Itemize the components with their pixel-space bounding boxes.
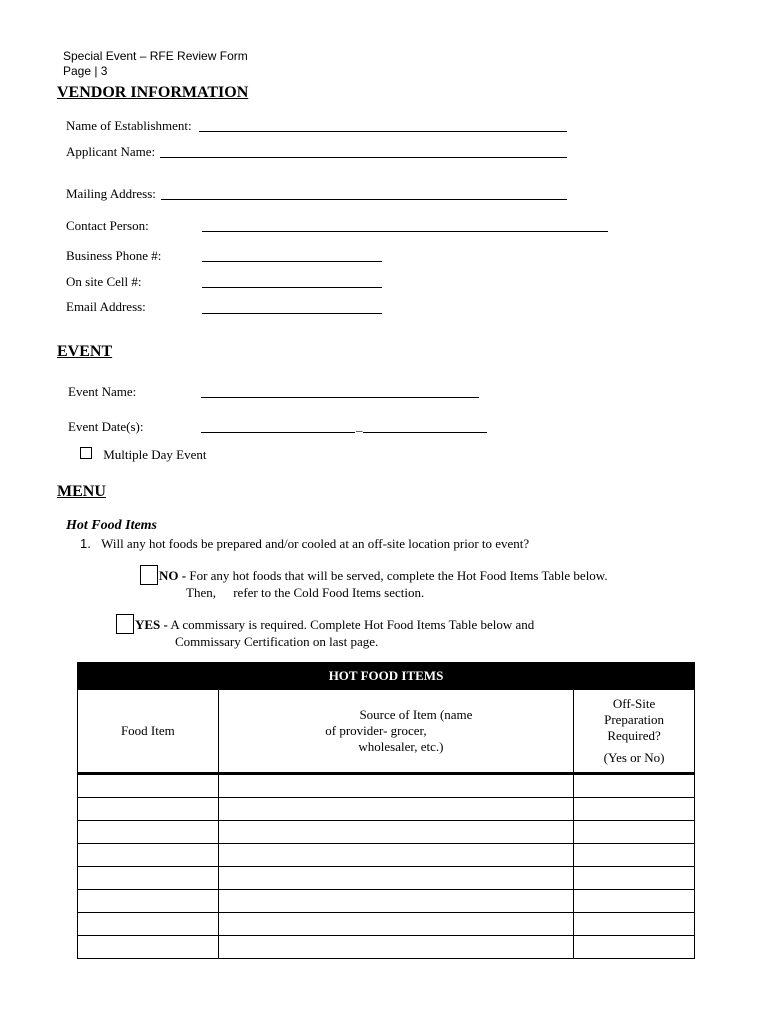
contact-field[interactable] — [202, 231, 608, 232]
no-checkbox[interactable] — [140, 565, 158, 585]
no-option-line1 — [159, 568, 608, 584]
food-item-cell[interactable] — [78, 844, 219, 867]
table-row — [78, 867, 695, 890]
offsite-prep-cell[interactable] — [574, 867, 695, 890]
table-row — [78, 798, 695, 821]
question-1-number: 1. — [80, 536, 91, 551]
mailing-label: Mailing Address: — [66, 186, 156, 201]
event-name-label: Event Name: — [68, 384, 137, 399]
col-offsite-prep: Off-Site Preparation Required? (Yes or No) — [574, 690, 695, 774]
source-cell[interactable] — [218, 913, 573, 936]
contact-label: Contact Person: — [66, 218, 149, 233]
offsite-prep-cell[interactable] — [574, 774, 695, 798]
source-cell[interactable] — [218, 821, 573, 844]
multiple-day-checkbox[interactable] — [80, 447, 92, 459]
yes-label: YES - — [135, 617, 168, 632]
source-cell[interactable] — [218, 774, 573, 798]
table-row — [78, 844, 695, 867]
no-text-1: For any hot foods that will be served, complete the Hot Food Items Table below. — [189, 568, 608, 583]
event-section-title: EVENT — [57, 343, 113, 360]
cell-field[interactable] — [202, 287, 382, 288]
yes-checkbox[interactable] — [116, 614, 134, 634]
event-end-date-field[interactable] — [363, 432, 487, 433]
table-row — [78, 913, 695, 936]
menu-section-title: MENU — [57, 483, 106, 500]
yes-text-1: A commissary is required. Complete Hot Food Items Table below and — [170, 617, 535, 632]
multiple-day-label: Multiple Day Event — [103, 447, 207, 462]
event-start-date-field[interactable] — [201, 432, 355, 433]
col-source: Source of Item (name of provider- grocer, wholesaler, etc.) — [218, 690, 573, 774]
question-1-text: Will any hot foods be prepared and/or cooled at an off-site location prior to event? — [101, 536, 530, 551]
date-separator: _ — [356, 418, 363, 433]
page-number: Page | 3 — [63, 64, 108, 78]
offsite-prep-cell[interactable] — [574, 821, 695, 844]
source-cell[interactable] — [218, 798, 573, 821]
offsite-prep-cell[interactable] — [574, 844, 695, 867]
establishment-field[interactable] — [199, 131, 567, 132]
vendor-section-title: VENDOR INFORMATION — [57, 84, 249, 101]
form-header — [63, 49, 248, 79]
food-item-cell[interactable] — [78, 913, 219, 936]
applicant-field[interactable] — [160, 157, 567, 158]
table-row — [78, 774, 695, 798]
question-1 — [80, 536, 529, 552]
hot-food-table — [77, 662, 695, 959]
cell-label: On site Cell #: — [66, 274, 142, 289]
food-item-cell[interactable] — [78, 821, 219, 844]
source-cell[interactable] — [218, 890, 573, 913]
yes-text-2: Commissary Certification on last page. — [175, 634, 379, 649]
phone-field[interactable] — [202, 261, 382, 262]
food-item-cell[interactable] — [78, 890, 219, 913]
offsite-prep-cell[interactable] — [574, 913, 695, 936]
event-dates-label: Event Date(s): — [68, 419, 144, 434]
source-cell[interactable] — [218, 867, 573, 890]
establishment-label: Name of Establishment: — [66, 118, 192, 133]
multiple-day-row — [80, 447, 207, 463]
table-row — [78, 821, 695, 844]
food-item-cell[interactable] — [78, 867, 219, 890]
no-text-2a: Then, — [186, 585, 216, 600]
event-name-field[interactable] — [201, 397, 479, 398]
table-row — [78, 890, 695, 913]
no-label: NO - — [159, 568, 187, 583]
hot-food-table-header — [78, 690, 695, 774]
hot-food-table-title: HOT FOOD ITEMS — [78, 663, 695, 690]
source-cell[interactable] — [218, 844, 573, 867]
source-cell[interactable] — [218, 936, 573, 959]
mailing-field[interactable] — [161, 199, 567, 200]
offsite-prep-cell[interactable] — [574, 890, 695, 913]
food-item-cell[interactable] — [78, 774, 219, 798]
food-item-cell[interactable] — [78, 798, 219, 821]
no-option-line2 — [186, 585, 424, 601]
table-row — [78, 936, 695, 959]
col-food-item: Food Item — [78, 690, 219, 774]
applicant-label: Applicant Name: — [66, 144, 156, 159]
email-label: Email Address: — [66, 299, 146, 314]
food-item-cell[interactable] — [78, 936, 219, 959]
phone-label: Business Phone #: — [66, 248, 162, 263]
no-text-2b: refer to the Cold Food Items section. — [233, 585, 425, 600]
yes-option-line1 — [135, 617, 534, 633]
offsite-prep-cell[interactable] — [574, 936, 695, 959]
email-field[interactable] — [202, 313, 382, 314]
form-title: Special Event – RFE Review Form — [63, 49, 248, 63]
hot-food-heading: Hot Food Items — [66, 518, 158, 533]
offsite-prep-cell[interactable] — [574, 798, 695, 821]
